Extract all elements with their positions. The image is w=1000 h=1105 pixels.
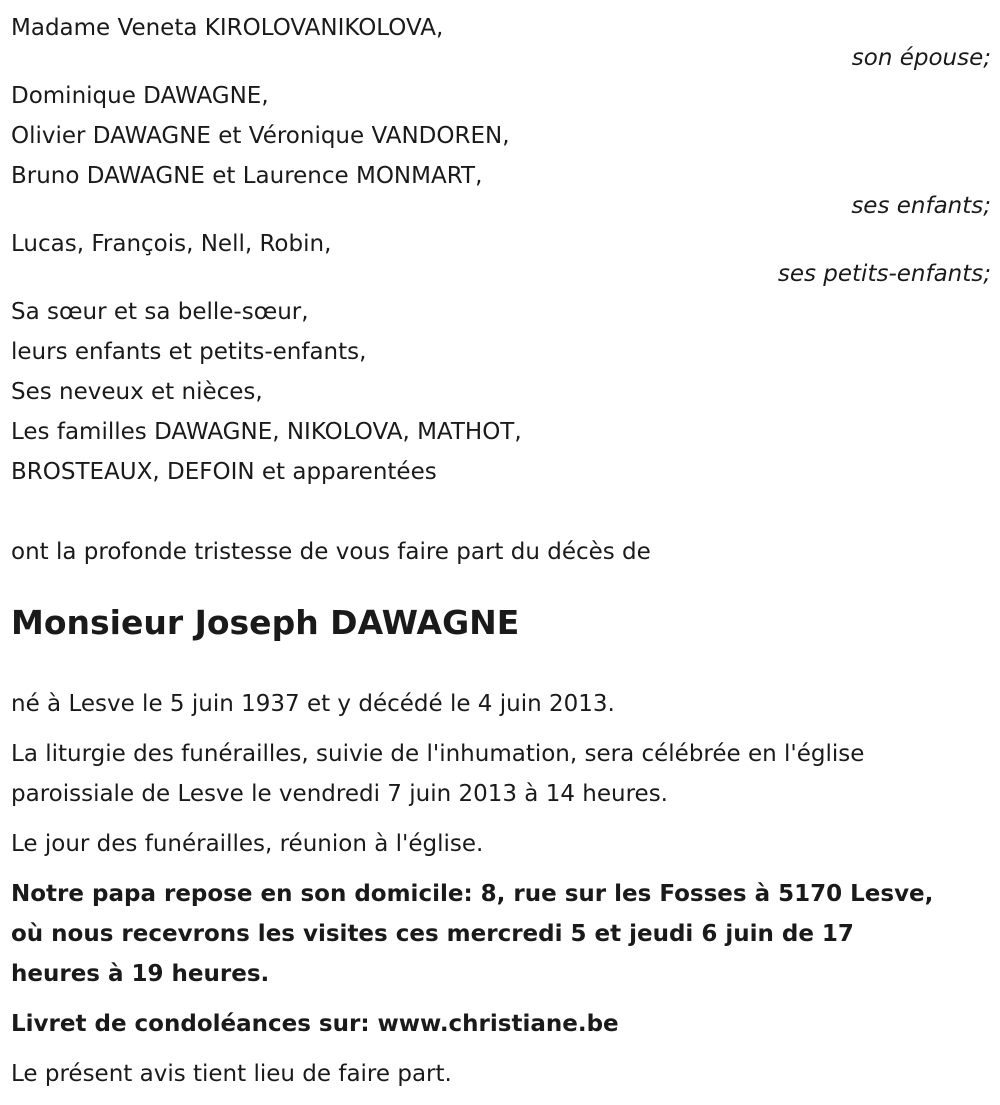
- liturgy-line: La liturgie des funérailles, suivie de l'inhumation, sera célébrée en l'église: [11, 741, 865, 767]
- liturgy-paragraph: [11, 734, 991, 814]
- visits-line: Notre papa repose en son domicile: 8, rue sur les Fosses à 5170 Lesve,: [11, 881, 934, 907]
- visits-paragraph: [11, 874, 991, 994]
- family-line: BROSTEAUX, DEFOIN et apparentées: [11, 459, 437, 485]
- family-section: [11, 292, 991, 492]
- birth-death-line: né à Lesve le 5 juin 1937 et y décédé le 4 juin 2013.: [11, 691, 615, 717]
- grandchildren-role: ses petits-enfants;: [777, 261, 991, 287]
- children-section: [11, 76, 991, 220]
- children-role: ses enfants;: [851, 193, 991, 219]
- visits-line: où nous recevrons les visites ces mercredi 5 et jeudi 6 juin de 17: [11, 921, 854, 947]
- grandchildren-names: Lucas, François, Nell, Robin,: [11, 231, 332, 257]
- deceased-name: Monsieur Joseph DAWAGNE: [11, 603, 520, 642]
- family-line: Ses neveux et nièces,: [11, 379, 263, 405]
- announcement-intro: ont la profonde tristesse de vous faire part du décès de: [11, 539, 651, 565]
- notice-line: Le présent avis tient lieu de faire part.: [11, 1061, 452, 1087]
- spouse-role: son épouse;: [851, 45, 991, 71]
- reunion-line: Le jour des funérailles, réunion à l'église.: [11, 831, 484, 857]
- condolences-line: Livret de condoléances sur: www.christiane.be: [11, 1011, 619, 1037]
- visits-line: heures à 19 heures.: [11, 961, 270, 987]
- liturgy-line: paroissiale de Lesve le vendredi 7 juin 2013 à 14 heures.: [11, 781, 668, 807]
- family-line: Les familles DAWAGNE, NIKOLOVA, MATHOT,: [11, 419, 522, 445]
- child-line: Dominique DAWAGNE,: [11, 83, 269, 109]
- spouse-name: Madame Veneta KIROLOVANIKOLOVA,: [11, 15, 444, 41]
- child-line: Bruno DAWAGNE et Laurence MONMART,: [11, 163, 483, 189]
- family-line: leurs enfants et petits-enfants,: [11, 339, 367, 365]
- grandchildren-section: [11, 224, 991, 288]
- child-line: Olivier DAWAGNE et Véronique VANDOREN,: [11, 123, 510, 149]
- obituary-notice: [11, 8, 991, 1094]
- family-line: Sa sœur et sa belle-sœur,: [11, 299, 309, 325]
- spouse-section: [11, 8, 991, 72]
